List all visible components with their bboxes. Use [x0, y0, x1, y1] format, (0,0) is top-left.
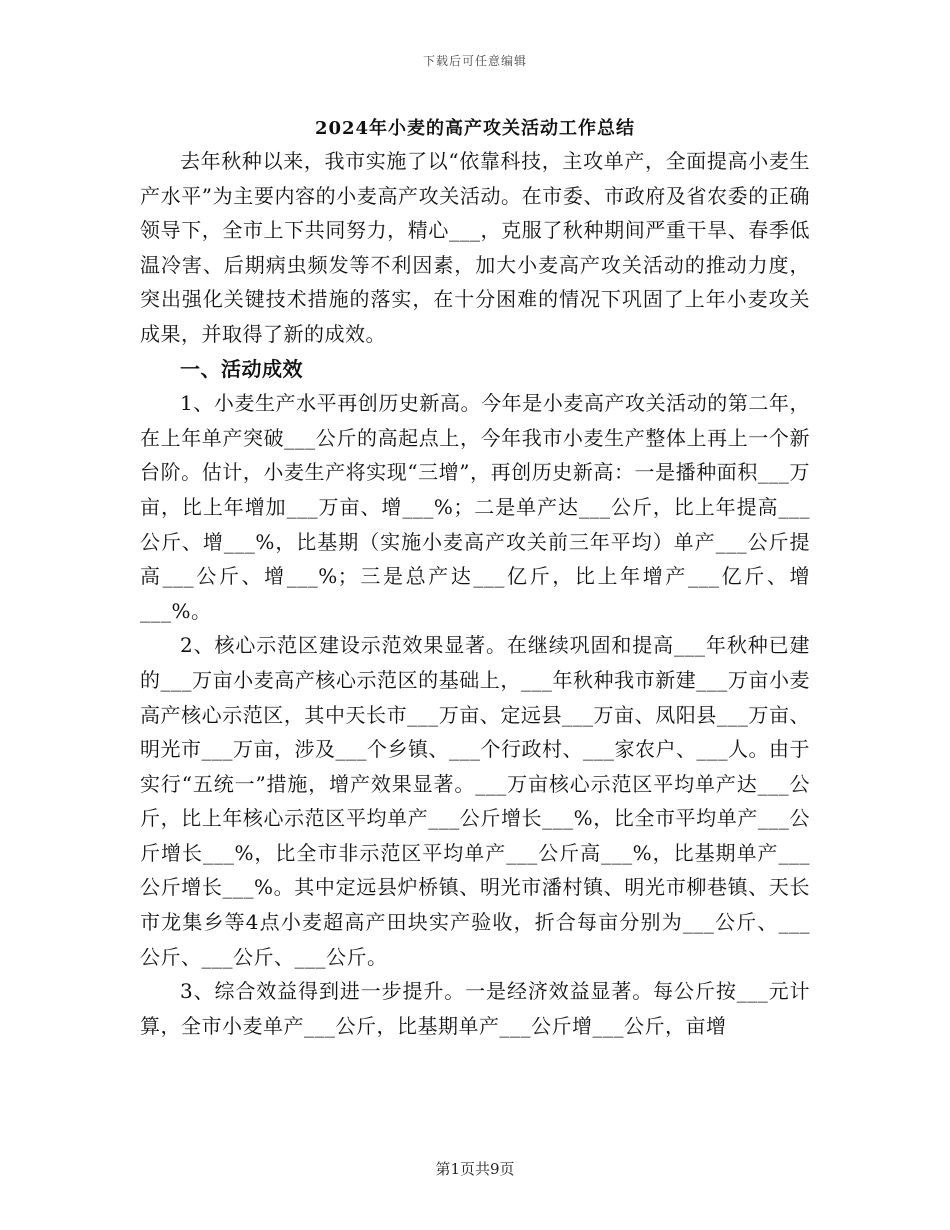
intro-paragraph: 去年秋种以来，我市实施了以“依靠科技，主攻单产，全面提高小麦生产水平”为主要内容的小麦高产攻关活动。在市委、市政府及省农委的正确领导下，全市上下共同努力，精心___，克服了秋种期间严重干旱、春季低温冷害、后期病虫频发等不利因素，加大小麦高产攻关活动的推动力度，突出强化关键技术措施的落实，在十分困难的情况下巩固了上年小麦攻关成果，并取得了新的成效。	[140, 149, 810, 346]
paragraph-demo-zone: 2、核心示范区建设示范效果显著。在继续巩固和提高___年秋种已建的___万亩小麦高产核心示范区的基础上，___年秋种我市新建___万亩小麦高产核心示范区，其中天长市___万亩、定远县___万亩、凤阳县___万亩、明光市___万亩，涉及___个乡镇、___个行政村、___家农户、___人。由于实行“五统一”措施，增产效果显著。___万亩核心示范区平均单产达___公斤，比上年核心示范区平均单产___公斤增长___%，比全市平均单产___公斤增长___%，比全市非示范区平均单产___公斤高___%，比基期单产___公斤增长___%。其中定远县炉桥镇、明光市潘村镇、明光市柳巷镇、天长市龙集乡等4点小麦超高产田块实产验收，折合每亩分别为___公斤、___公斤、___公斤、___公斤。	[140, 633, 810, 969]
section-heading-results: 一、活动成效	[180, 356, 303, 381]
paragraph-yield-record: 1、小麦生产水平再创历史新高。今年是小麦高产攻关活动的第二年，在上年单产突破___公斤的高起点上，今年我市小麦生产整体上再上一个新台阶。估计，小麦生产将实现“三增”，再创历史新高：一是播种面积___万亩，比上年增加___万亩、增___%；二是单产达___公斤，比上年提高___公斤、增___%，比基期（实施小麦高产攻关前三年平均）单产___公斤提高___公斤、增___%；三是总产达___亿斤，比上年增产___亿斤、增___%。	[140, 391, 810, 623]
page-number: 第1页共9页	[435, 1160, 515, 1178]
document-body	[140, 144, 810, 1043]
document-title: 2024年小麦的高产攻关活动工作总结	[314, 118, 636, 139]
header-note: 下载后可任意编辑	[422, 54, 527, 68]
paragraph-benefits: 3、综合效益得到进一步提升。一是经济效益显著。每公斤按___元计算，全市小麦单产___公斤，比基期单产___公斤增___公斤，亩增	[140, 979, 810, 1038]
